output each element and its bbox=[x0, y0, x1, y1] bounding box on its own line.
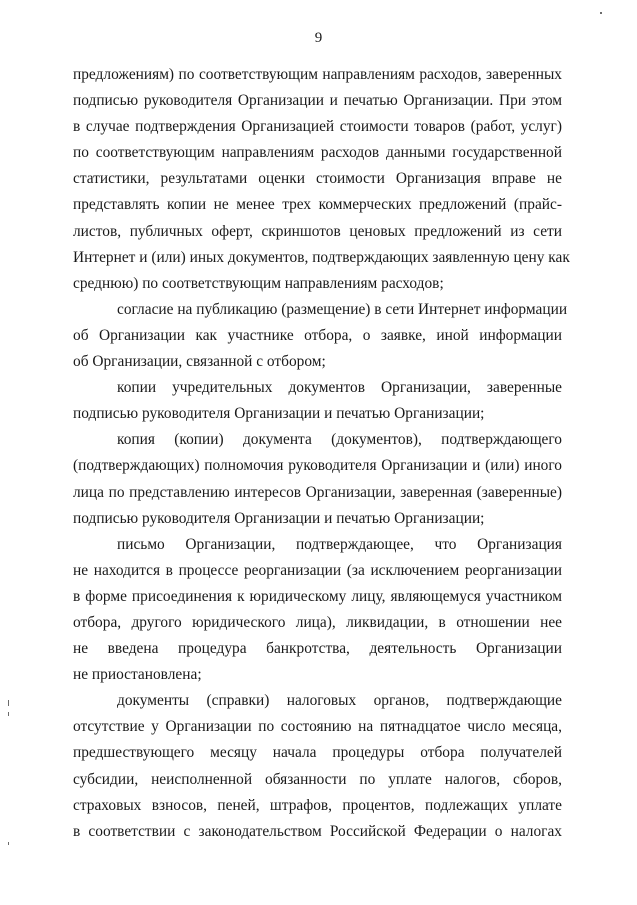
text-line: среднюю) по соответствующим направлениям расходов; bbox=[73, 274, 444, 292]
consent-paragraph bbox=[73, 297, 568, 375]
text-line: не находится в процессе реорганизации (за исключением реорганизации bbox=[73, 561, 562, 579]
text-line: подписью руководителя Организации и печатью Организации; bbox=[73, 509, 485, 527]
founding-documents-paragraph bbox=[73, 375, 562, 427]
text-line: лица по представлению интересов Организации, заверенная (заверенные) bbox=[73, 483, 562, 501]
text-line: страховых взносов, пеней, штрафов, процентов, подлежащих уплате bbox=[73, 796, 562, 814]
document-body bbox=[73, 62, 570, 845]
text-line: субсидии, неисполненной обязанности по уплате налогов, сборов, bbox=[73, 770, 562, 788]
letter-paragraph bbox=[73, 532, 562, 689]
text-line: листов, публичных оферт, скриншотов ценовых предложений из сети bbox=[73, 222, 562, 240]
text-line: по соответствующим направлениям расходов данными государственной bbox=[73, 144, 562, 162]
text-line: подписью руководителя Организации и печатью Организации; bbox=[73, 405, 485, 423]
text-line: копия (копии) документа (документов), подтверждающего bbox=[117, 431, 562, 449]
text-line: подписью руководителя Организации и печатью Организации. При этом bbox=[73, 92, 562, 110]
authority-document-paragraph bbox=[73, 427, 562, 531]
text-line: в форме присоединения к юридическому лицу, являющемуся участником bbox=[73, 587, 562, 605]
text-line: об Организации как участнике отбора, о заявке, иной информации bbox=[73, 326, 562, 344]
text-line: согласие на публикацию (размещение) в сети Интернет информации bbox=[117, 300, 568, 318]
text-line: в соответствии с законодательством Российской Федерации о налогах bbox=[73, 822, 562, 840]
text-line: об Организации, связанной с отбором; bbox=[73, 353, 326, 371]
text-line: отсутствие у Организации по состоянию на пятнадцатое число месяца, bbox=[73, 718, 562, 736]
text-line: не приостановлена; bbox=[73, 666, 202, 684]
text-line: представлять копии не менее трех коммерческих предложений (прайс- bbox=[73, 196, 562, 214]
text-line: отбора, другого юридического лица), ликвидации, в отношении нее bbox=[73, 613, 562, 631]
text-line: предшествующего месяцу начала процедуры отбора получателей bbox=[73, 744, 562, 762]
text-line: письмо Организации, подтверждающее, что Организация bbox=[117, 535, 562, 553]
proposals-paragraph bbox=[73, 62, 570, 297]
text-line: копии учредительных документов Организации, заверенные bbox=[117, 379, 562, 397]
page-number: 9 bbox=[314, 30, 323, 46]
scan-artifact-mark bbox=[8, 842, 9, 845]
text-line: в случае подтверждения Организацией стоимости товаров (работ, услуг) bbox=[73, 118, 562, 136]
text-line: документы (справки) налоговых органов, подтверждающие bbox=[117, 692, 562, 710]
text-line: (подтверждающих) полномочия руководителя Организации и (или) иного bbox=[73, 457, 562, 475]
text-line: Интернет и (или) иных документов, подтверждающих заявленную цену как bbox=[73, 248, 570, 266]
scan-artifact-mark bbox=[8, 700, 9, 706]
text-line: статистики, результатами оценки стоимости Организация вправе не bbox=[73, 170, 562, 188]
scan-artifact-mark bbox=[8, 712, 9, 716]
text-line: не введена процедура банкротства, деятельность Организации bbox=[73, 640, 562, 658]
scan-artifact-mark bbox=[600, 12, 602, 14]
tax-documents-paragraph bbox=[73, 688, 562, 845]
text-line: предложениям) по соответствующим направлениям расходов, заверенных bbox=[73, 66, 562, 83]
